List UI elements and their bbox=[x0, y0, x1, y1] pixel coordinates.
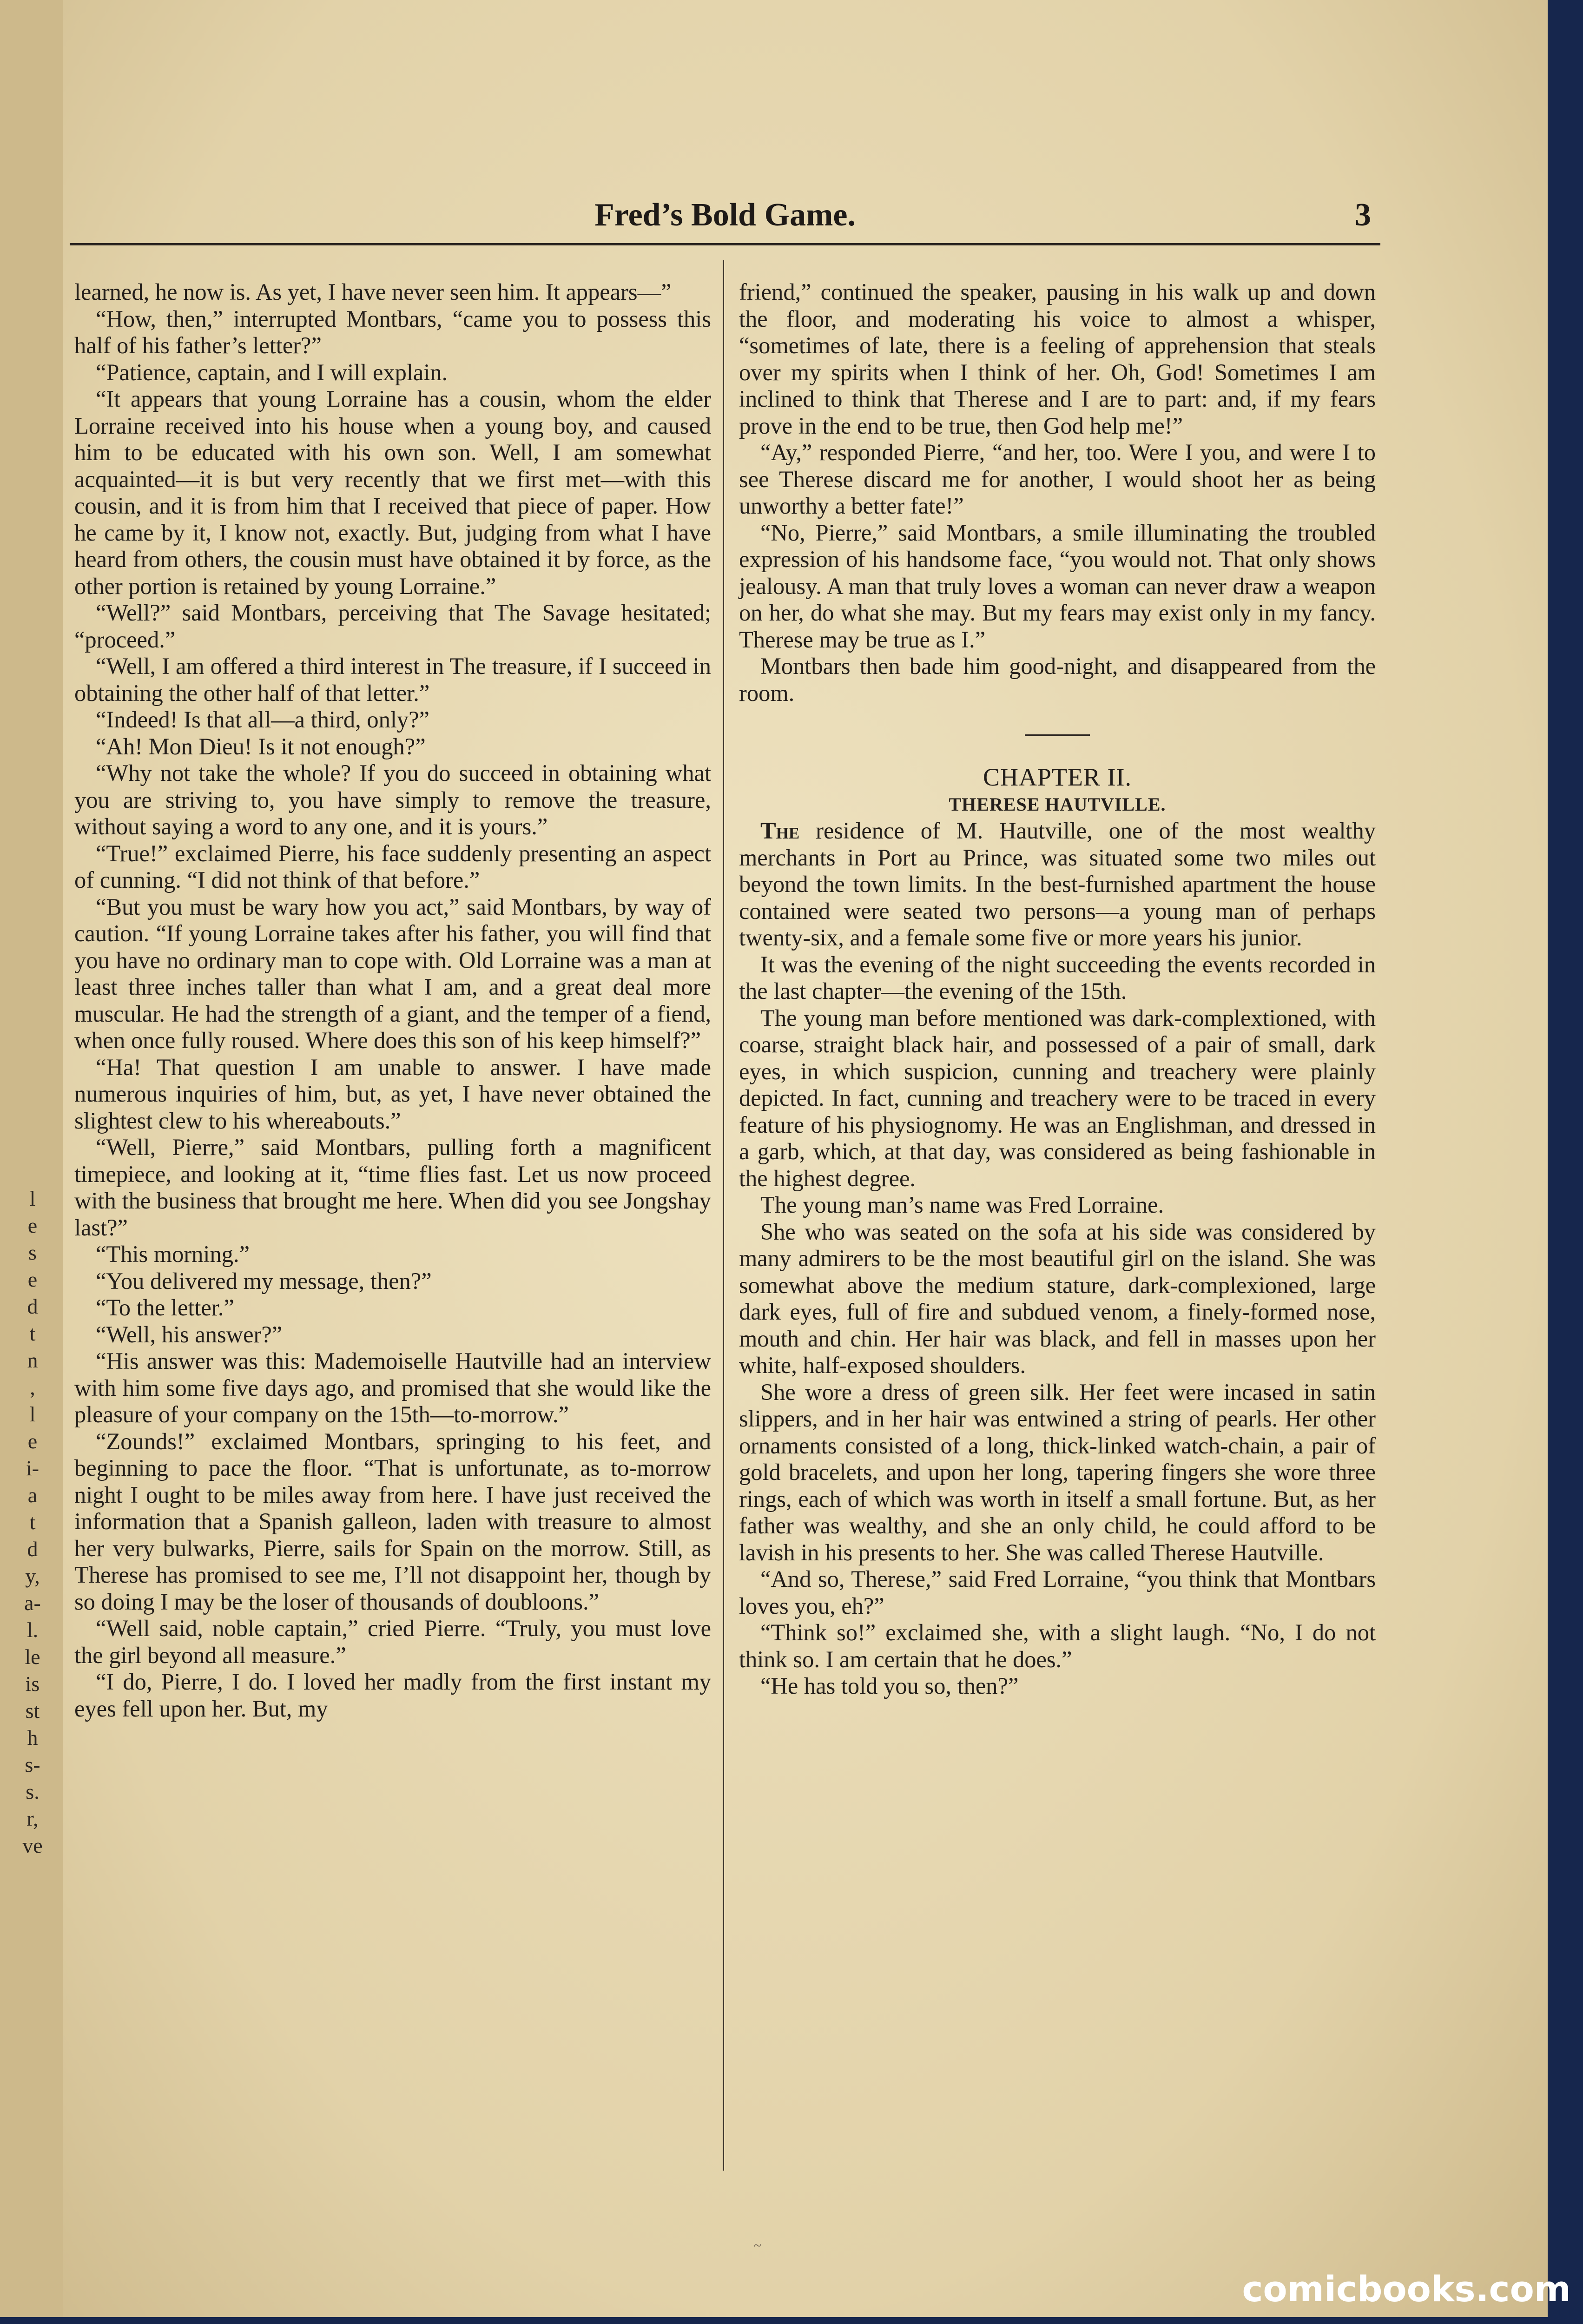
paragraph: “Well, I am offered a third interest in The treasure, if I succeed in obtaining the other half of that letter.” bbox=[74, 653, 711, 706]
chapter-first-paragraph bbox=[739, 818, 1376, 951]
margin-fragment: r, bbox=[26, 1807, 39, 1830]
paragraph: It was the evening of the night succeeding the events recorded in the last chapter—the evening of the 15th. bbox=[739, 951, 1376, 1004]
right-column bbox=[739, 279, 1376, 1700]
paragraph: She wore a dress of green silk. Her feet were incased in satin slippers, and in her hair was entwined a string of pearls. Her other ornaments consisted of a long, thick-linked watch-chain, a pair of gold bracelets, and upon her long, tapering fingers she wore three rings, each of which was worth in itself a small fortune. But, as her father was wealthy, and she an only child, he could afford to be lavish in his presents to her. She was called Therese Hautville. bbox=[739, 1379, 1376, 1565]
paragraph: “It appears that young Lorraine has a cousin, whom the elder Lorraine received into his house when a young boy, and caused him to be educated with his own son. Well, I am somewhat acquainted—it is but very recently that we first met—with this cousin, and it is from him that I received that piece of paper. How he came by it, I know not, exactly. But, judging from what I have heard from others, the cousin must have obtained it by force, as the other portion is retained by young Lorraine.” bbox=[74, 386, 711, 599]
margin-fragment: a- bbox=[24, 1591, 41, 1615]
paragraph: She who was seated on the sofa at his side was considered by many admirers to be the most beautiful girl on the island. She was somewhat above the medium stature, dark-complexioned, large dark eyes, full of fire and subdued venom, a finely-formed nose, mouth and chin. Her hair was black, and fell in masses upon her white, half-exposed shoulders. bbox=[739, 1218, 1376, 1378]
paragraph: The young man before mentioned was dark-complextioned, with coarse, straight black hair, and possessed of a pair of small, dark eyes, in which suspicion, cunning and treachery were plainly depicted. In fact, cunning and treachery were to be traced in every feature of his physiognomy. He was an Englishman, and dressed in a garb, which, at that day, was considered as being fashionable in the highest degree. bbox=[739, 1004, 1376, 1191]
margin-fragment: d bbox=[27, 1537, 38, 1561]
margin-fragment: s- bbox=[25, 1753, 40, 1776]
margin-fragment: ve bbox=[22, 1834, 43, 1857]
paragraph: “But you must be wary how you act,” said Montbars, by way of caution. “If young Lorraine takes after his father, you will find that you have no ordinary man to cope with. Old Lorraine was a man at least three inches taller than what I am, and a great deal more muscular. He had the strength of a giant, and the temper of a fiend, when once fully roused. Where does this son of his keep himself?” bbox=[74, 893, 711, 1053]
paragraph: “True!” exclaimed Pierre, his face suddenly presenting an aspect of cunning. “I did not think of that before.” bbox=[74, 840, 711, 893]
margin-fragment: s. bbox=[26, 1780, 40, 1803]
paragraph: “Zounds!” exclaimed Montbars, springing to his feet, and beginning to pace the floor. “That is unfortunate, as to-morrow night I ought to be miles away from here. I have just received the information that a Spanish galleon, laden with treasure to almost her very bulwarks, Pierre, sails for Spain on the morrow. Still, as Therese has promised to see me, I’ll not disappoint her, though by so doing I may be the loser of thousands of doubloons.” bbox=[74, 1428, 711, 1615]
margin-fragment: l bbox=[29, 1187, 36, 1210]
paragraph: “This morning.” bbox=[96, 1241, 250, 1267]
paragraph: “And so, Therese,” said Fred Lorraine, “you think that Montbars loves you, eh?” bbox=[739, 1566, 1376, 1619]
paragraph: “Why not take the whole? If you do succeed in obtaining what you are striving to, you have simply to remove the treasure, without saying a word to any one, and it is yours.” bbox=[74, 760, 711, 839]
margin-fragment: st bbox=[25, 1699, 40, 1723]
previous-page-edge bbox=[0, 0, 63, 2317]
chapter-body bbox=[739, 951, 1376, 1700]
paragraph: friend,” continued the speaker, pausing in his walk up and down the floor, and moderating his voice to almost a whisper, “sometimes of late, there is a feeling of apprehension that steals over my spirits when I think of her. Oh, God! Sometimes I am inclined to think that Therese and I are to part: and, if my fears prove in the end to be true, then God help me!” bbox=[739, 279, 1376, 439]
margin-fragment: t bbox=[29, 1321, 36, 1345]
paragraph: Montbars then bade him good-night, and disappeared from the room. bbox=[739, 653, 1376, 706]
margin-fragment: h bbox=[27, 1726, 38, 1750]
paragraph: “Ha! That question I am unable to answer. I have made numerous inquiries of him, but, as yet, I have never obtained the slightest clew to his whereabouts.” bbox=[74, 1054, 711, 1134]
margin-fragment: is bbox=[25, 1672, 40, 1696]
header-title: Fred’s Bold Game. bbox=[594, 197, 856, 233]
paragraph: “Ay,” responded Pierre, “and her, too. Were I you, and were I to see Therese discard me for another, I would shoot her as being unworthy a better fate!” bbox=[739, 439, 1376, 519]
paragraph: “His answer was this: Mademoiselle Hautville had an interview with him some five days ago, and promised that she would like the pleasure of your company on the 15th—to-morrow.” bbox=[74, 1348, 711, 1427]
section-rule bbox=[1025, 734, 1090, 736]
paragraph: “I do, Pierre, I do. I loved her madly from the first instant my eyes fell upon her. But, my bbox=[74, 1669, 711, 1722]
paragraph: “Ah! Mon Dieu! Is it not enough?” bbox=[96, 733, 426, 759]
paragraph: “He has told you so, then?” bbox=[760, 1673, 1019, 1699]
margin-fragment: t bbox=[29, 1510, 36, 1534]
paragraph: “Think so!” exclaimed she, with a slight laugh. “No, I do not think so. I am certain that he does.” bbox=[739, 1619, 1376, 1672]
paragraph: “You delivered my message, then?” bbox=[96, 1268, 432, 1294]
margin-fragment: e bbox=[27, 1429, 38, 1453]
column-divider bbox=[723, 260, 724, 2171]
margin-fragment: i- bbox=[26, 1456, 40, 1480]
paragraph: “Indeed! Is that all—a third, only?” bbox=[96, 706, 429, 733]
margin-fragment: e bbox=[27, 1268, 38, 1291]
paragraph: learned, he now is. As yet, I have never seen him. It appears—” bbox=[74, 279, 672, 305]
page-number: 3 bbox=[1355, 197, 1371, 233]
right-column-continuation bbox=[739, 279, 1376, 706]
paragraph: “Well, Pierre,” said Montbars, pulling forth a magnificent timepiece, and looking at it, “time flies fast. Let us now proceed with the business that brought me here. When did you see Jongshay last?” bbox=[74, 1134, 711, 1241]
margin-fragment: s bbox=[28, 1241, 37, 1264]
first-paragraph-text: residence of M. Hautville, one of the most wealthy merchants in Port au Prince, was situated some two miles out beyond the town limits. In the best-furnished apartment the house contained were seated two persons—a young man of perhaps twenty-six, and a female some five or more years his junior. bbox=[739, 818, 1376, 951]
margin-fragment: e bbox=[27, 1214, 38, 1237]
margin-fragment: le bbox=[25, 1645, 40, 1669]
margin-fragment: l bbox=[29, 1402, 36, 1426]
running-head bbox=[70, 188, 1380, 249]
margin-text-fragments bbox=[9, 1185, 56, 1859]
margin-fragment: , bbox=[30, 1375, 35, 1399]
paragraph: “Well?” said Montbars, perceiving that The Savage hesitated; “proceed.” bbox=[74, 600, 711, 653]
paragraph: “Well said, noble captain,” cried Pierre. “Truly, you must love the girl beyond all measure.” bbox=[74, 1615, 711, 1668]
paragraph: “How, then,” interrupted Montbars, “came you to possess this half of his father’s letter?” bbox=[74, 305, 711, 358]
paragraph: “No, Pierre,” said Montbars, a smile illuminating the troubled expression of his handsome face, “you would not. That only shows jealousy. A man that truly loves a woman can never draw a weapon on her, do what she may. But my fears may exist only in my fancy. Therese may be true as I.” bbox=[739, 519, 1376, 653]
footer-mark: ~ bbox=[753, 2238, 762, 2253]
margin-fragment: a bbox=[27, 1483, 38, 1507]
watermark: comicbooks.com bbox=[1242, 2268, 1571, 2310]
paragraph: “Patience, captain, and I will explain. bbox=[96, 359, 448, 385]
left-column bbox=[74, 279, 711, 1722]
chapter-subheading: THERESE HAUTVILLE. bbox=[949, 793, 1166, 815]
paragraph: The young man’s name was Fred Lorraine. bbox=[760, 1192, 1164, 1218]
paragraph: “To the letter.” bbox=[96, 1294, 234, 1320]
paragraph: “Well, his answer?” bbox=[96, 1321, 283, 1347]
margin-fragment: y, bbox=[25, 1564, 40, 1588]
margin-fragment: n bbox=[27, 1348, 38, 1372]
chapter-heading: CHAPTER II. bbox=[983, 763, 1132, 791]
lead-word: The bbox=[760, 818, 800, 844]
margin-fragment: l. bbox=[26, 1618, 39, 1642]
header-rule bbox=[70, 243, 1380, 245]
margin-fragment: d bbox=[27, 1294, 38, 1318]
